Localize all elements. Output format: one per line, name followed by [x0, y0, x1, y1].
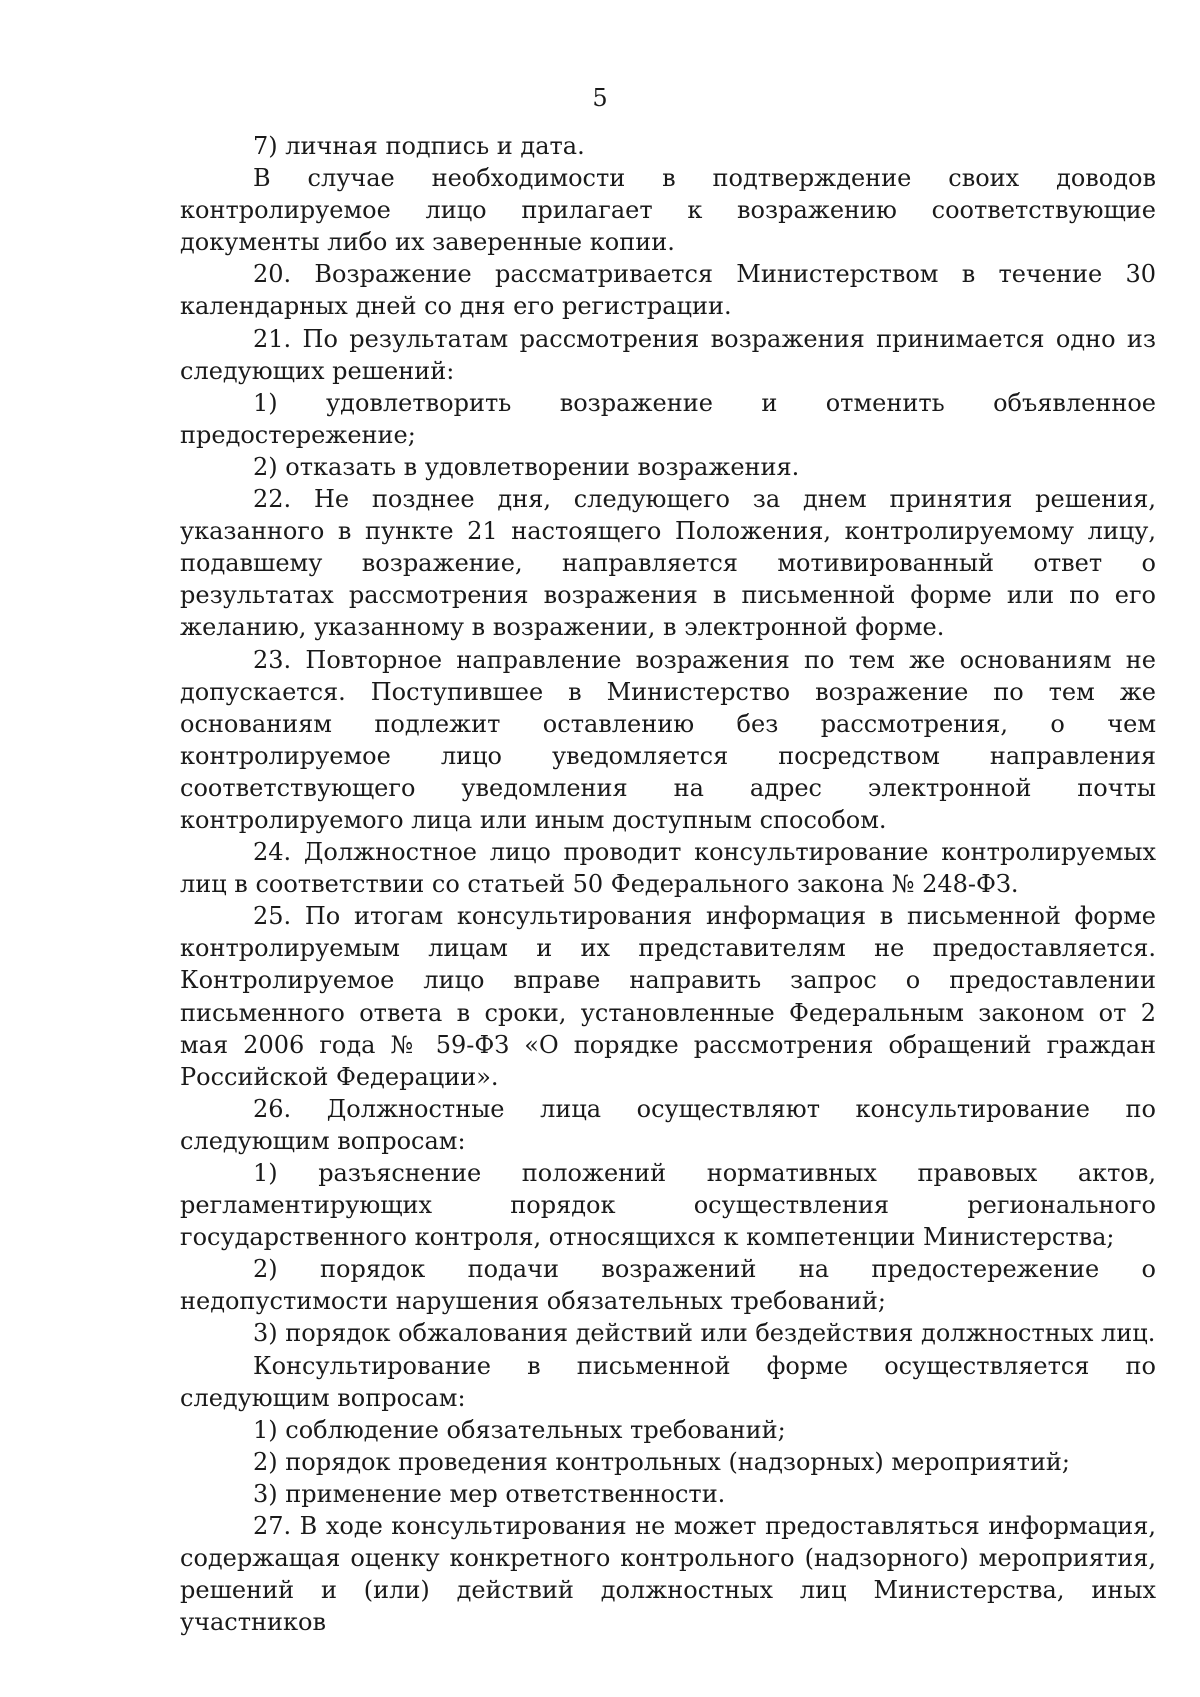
page-number: 5	[592, 84, 608, 112]
paragraph-26-item-2: 2) порядок подачи возражений на предостережение о недопустимости нарушения обязательных требований;	[180, 1255, 1156, 1316]
paragraph-written-consultation: Консультирование в письменной форме осуществляется по следующим вопросам:	[180, 1351, 1156, 1412]
document-body	[180, 130, 1156, 1638]
paragraph-27: 27. В ходе консультирования не может предоставляться информация, содержащая оценку конкретного контрольного (надзорного) мероприятия, решений и (или) действий должностных лиц Министерства, иных участников	[180, 1512, 1156, 1637]
paragraph-26-item-3: 3) порядок обжалования действий или бездействия должностных лиц.	[253, 1319, 1156, 1348]
paragraph-written-item-2: 2) порядок проведения контрольных (надзорных) мероприятий;	[253, 1447, 1070, 1476]
paragraph-26-item-1: 1) разъяснение положений нормативных правовых актов, регламентирующих порядок осуществления регионального государственного контроля, относящихся к компетенции Министерства;	[180, 1159, 1156, 1252]
paragraph-20: 20. Возражение рассматривается Министерством в течение 30 календарных дней со дня его регистрации.	[180, 260, 1156, 321]
paragraph-26: 26. Должностные лица осуществляют консультирование по следующим вопросам:	[180, 1094, 1156, 1155]
paragraph-24: 24. Должностное лицо проводит консультирование контролируемых лиц в соответствии со статьей 50 Федерального закона № 248-ФЗ.	[180, 838, 1156, 899]
paragraph-21-option-1: 1) удовлетворить возражение и отменить объявленное предостережение;	[180, 388, 1156, 449]
paragraph-item-7-signature: 7) личная подпись и дата.	[253, 132, 585, 160]
paragraph-21: 21. По результатам рассмотрения возражения принимается одно из следующих решений:	[180, 324, 1156, 385]
paragraph-21-option-2: 2) отказать в удовлетворении возражения.	[253, 452, 800, 481]
paragraph-written-item-3: 3) применение мер ответственности.	[253, 1479, 726, 1508]
paragraph-supporting-documents: В случае необходимости в подтверждение своих доводов контролируемое лицо прилагает к возражению соответствующие документы либо их заверенные копии.	[180, 164, 1156, 257]
paragraph-25: 25. По итогам консультирования информация в письменной форме контролируемым лицам и их представителям не предоставляется. Контролируемое лицо вправе направить запрос о предоставлении письменного ответа в сроки, установленные Федеральным законом от 2 мая 2006 года № 59-ФЗ «О порядке рассмотрения обращений граждан Российской Федерации».	[180, 902, 1156, 1091]
paragraph-23: 23. Повторное направление возражения по тем же основаниям не допускается. Поступившее в Министерство возражение по тем же основаниям подлежит оставлению без рассмотрения, о чем контролируемое лицо уведомляется посредством направления соответствующего уведомления на адрес электронной почты контролируемого лица или иным доступным способом.	[180, 645, 1156, 834]
paragraph-22: 22. Не позднее дня, следующего за днем принятия решения, указанного в пункте 21 настоящего Положения, контролируемому лицу, подавшему возражение, направляется мотивированный ответ о результатах рассмотрения возражения в письменной форме или по его желанию, указанному в возражении, в электронной форме.	[180, 485, 1156, 642]
paragraph-written-item-1: 1) соблюдение обязательных требований;	[253, 1415, 786, 1444]
